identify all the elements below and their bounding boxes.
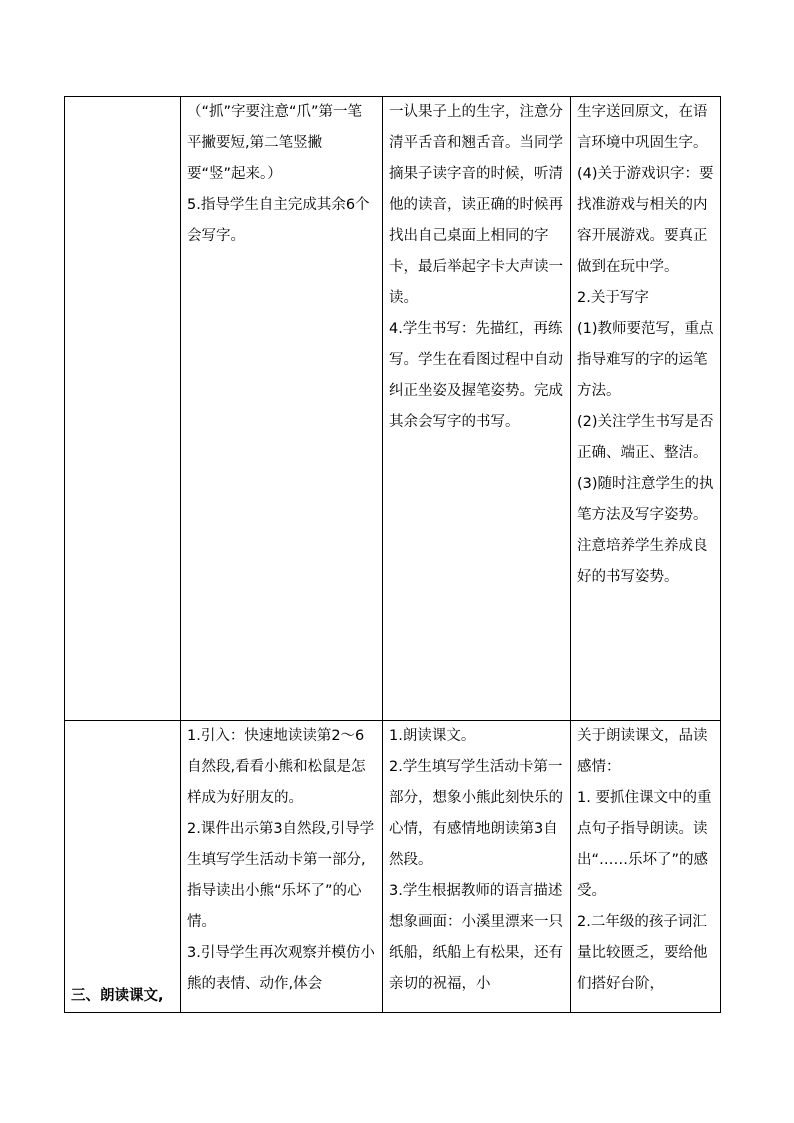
teacher-activity-cell [181, 721, 383, 1013]
stage-cell [65, 97, 181, 721]
table-row [65, 721, 721, 1013]
paragraph: 2.学生填写学生活动卡第一部分，想象小熊此刻快乐的心情，有感情地朗读第3自然段。 [389, 759, 563, 868]
stage-cell [65, 721, 181, 1013]
paragraph: (3)随时注意学生的执笔方法及写字姿势。注意培养学生养成良好的书写姿势。 [577, 476, 714, 585]
student-activity-cell [383, 97, 571, 721]
paragraph: 2.课件出示第3自然段,引导学生填写学生活动卡第一部分,指导读出小熊“乐坏了”的心情。 [187, 821, 375, 930]
paragraph: 3.引导学生再次观察并模仿小熊的表情、动作,体会 [187, 945, 375, 992]
design-notes-cell [571, 721, 721, 1013]
paragraph: 5.指导学生自主完成其余6个会写字。 [187, 197, 370, 244]
paragraph: 1.朗读课文。 [389, 728, 476, 744]
paragraph: (2)关注学生书写是否正确、端正、整洁。 [577, 414, 714, 461]
paragraph: 一认果子上的生字，注意分清平舌音和翘舌音。当同学摘果子读字音的时候，听清他的读音，读正确的时候再找出自己桌面上相同的字卡，最后举起字卡大声读一读。 [389, 104, 563, 306]
paragraph: 2.二年级的孩子词汇量比较匮乏，要给他们搭好台阶， [577, 914, 708, 992]
paragraph: 生字送回原文，在语言环境中巩固生字。 [577, 104, 708, 151]
paragraph: (4)关于游戏识字：要找准游戏与相关的内容开展游戏。要真正做到在玩中学。 [577, 166, 714, 275]
design-notes-cell [571, 97, 721, 721]
paragraph: 3.学生根据教师的语言描述想象画面：小溪里漂来一只纸船，纸船上有松果，还有亲切的祝福，小 [389, 883, 563, 992]
paragraph: 1.引入：快速地读读第2～6自然段,看看小熊和松鼠是怎样成为好朋友的。 [187, 728, 366, 806]
table-row [65, 97, 721, 721]
paragraph: （“抓”字要注意“爪”第一笔平撇要短,第二笔竖撇要“竖”起来。） [187, 104, 363, 182]
lesson-plan-table [64, 96, 721, 1013]
paragraph: 1. 要抓住课文中的重点句子指导朗读。读出“……乐坏了”的感受。 [577, 790, 712, 899]
student-activity-cell [383, 721, 571, 1013]
paragraph: 4.学生书写：先描红，再练写。学生在看图过程中自动纠正坐姿及握笔姿势。完成其余会写字的书写。 [389, 321, 563, 430]
teacher-activity-cell [181, 97, 383, 721]
paragraph: (1)教师要范写，重点指导难写的字的运笔方法。 [577, 321, 714, 399]
stage-label: 三、朗读课文, [71, 988, 164, 1004]
paragraph: 2.关于写字 [577, 290, 649, 306]
paragraph: 关于朗读课文，品读感情： [577, 728, 708, 775]
